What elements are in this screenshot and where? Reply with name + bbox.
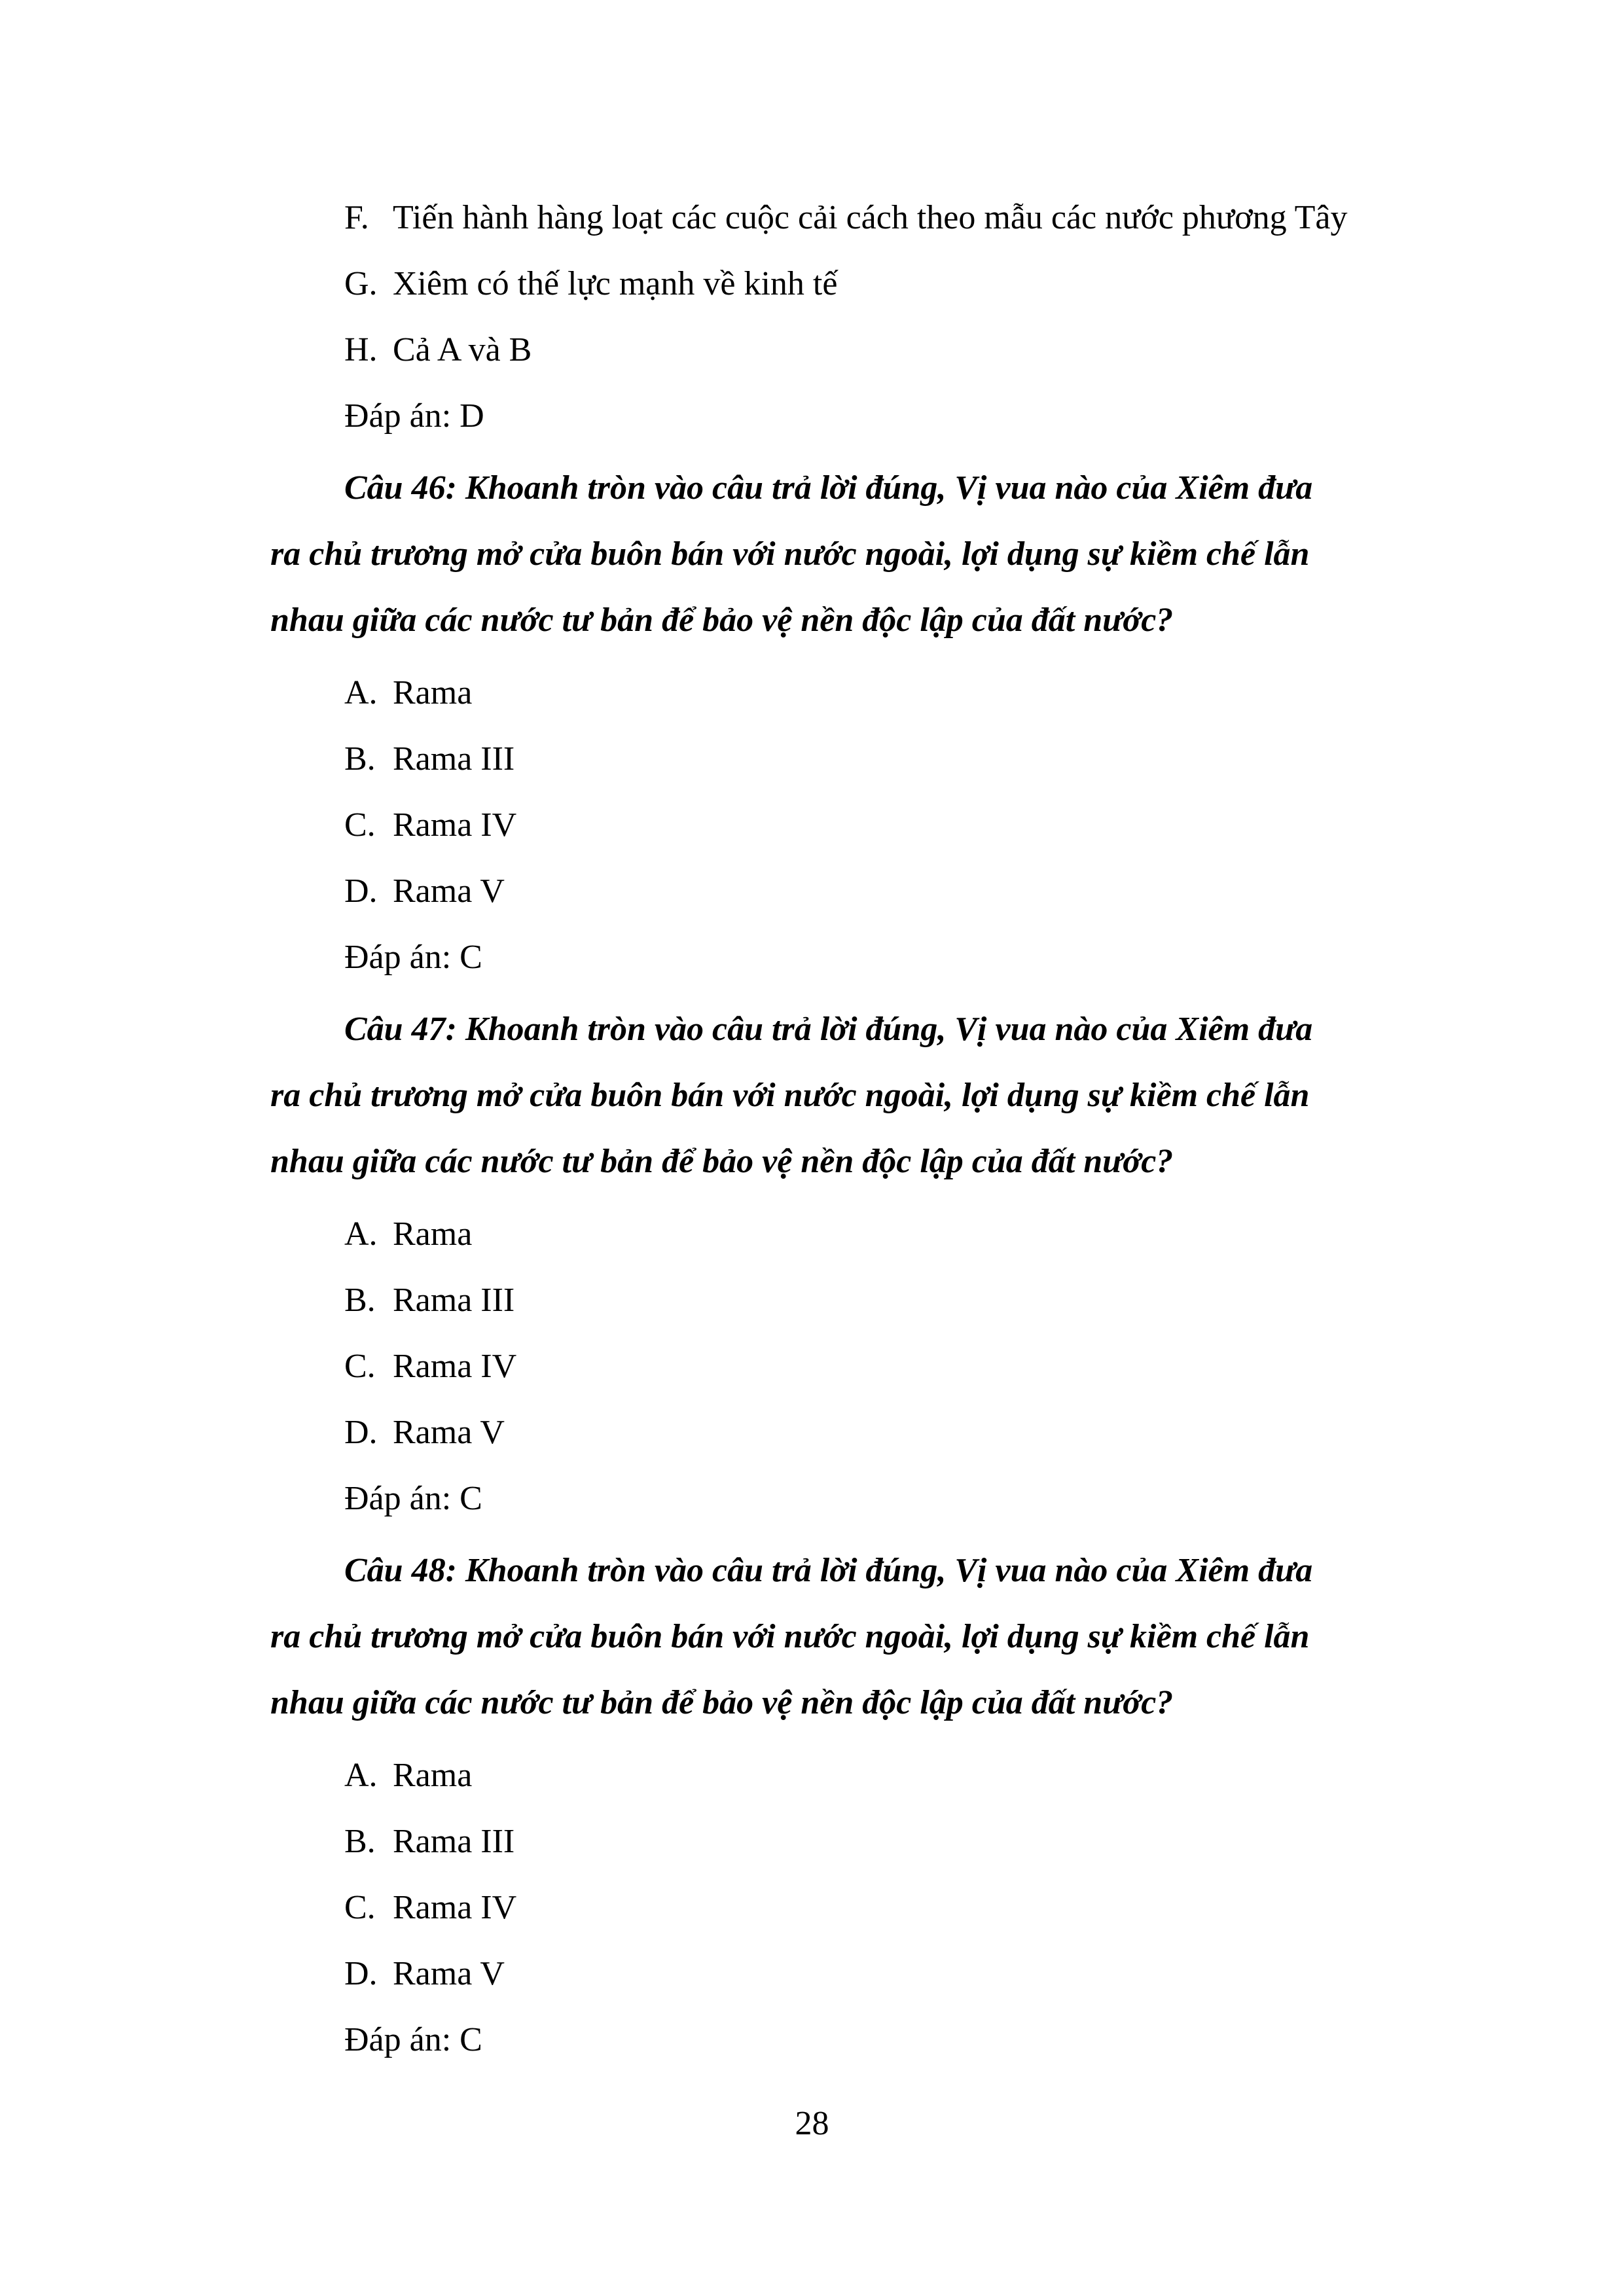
- question-46-answer: Đáp án: C: [344, 939, 482, 976]
- option-text: Rama V: [393, 1955, 505, 1992]
- answer-45: Đáp án: D: [344, 397, 484, 435]
- option-text: Rama V: [393, 1414, 505, 1451]
- question-48-option-c: [344, 1888, 516, 1928]
- question-47-line-2: ra chủ trương mở cửa buôn bán với nước ngoài, lợi dụng sự kiềm chế lẫn: [270, 1077, 1310, 1114]
- option-letter: A.: [344, 1215, 378, 1253]
- question-47-option-b: [344, 1281, 514, 1320]
- option-text: Rama III: [393, 740, 515, 778]
- option-text: Rama IV: [393, 1348, 517, 1385]
- option-letter: B.: [344, 1282, 376, 1319]
- option-text: Rama: [393, 1215, 473, 1253]
- question-46-option-a: [344, 673, 472, 713]
- option-letter: C.: [344, 1348, 376, 1385]
- question-46-line-2: ra chủ trương mở cửa buôn bán với nước ngoài, lợi dụng sự kiềm chế lẫn: [270, 535, 1310, 573]
- option-text: Rama: [393, 1757, 473, 1794]
- question-47-option-c: [344, 1347, 516, 1386]
- option-text: Tiến hành hàng loạt các cuộc cải cách theo mẫu các nước phương Tây: [393, 199, 1348, 236]
- question-46-line-3: nhau giữa các nước tư bản để bảo vệ nền độc lập của đất nước?: [270, 601, 1174, 639]
- option-letter: H.: [344, 331, 378, 368]
- question-47-option-a: [344, 1215, 472, 1254]
- question-46-option-b: [344, 740, 514, 779]
- option-text: Rama III: [393, 1823, 515, 1860]
- option-text: Rama III: [393, 1282, 515, 1319]
- option-letter: B.: [344, 740, 376, 778]
- question-48-answer: Đáp án: C: [344, 2021, 482, 2058]
- option-letter: A.: [344, 674, 378, 711]
- question-47-line-3: nhau giữa các nước tư bản để bảo vệ nền độc lập của đất nước?: [270, 1143, 1174, 1180]
- option-letter: C.: [344, 806, 376, 844]
- question-46-line-1: Câu 46: Khoanh tròn vào câu trả lời đúng, Vị vua nào của Xiêm đưa: [344, 469, 1313, 507]
- option-text: Rama V: [393, 872, 505, 910]
- option-letter: G.: [344, 265, 378, 302]
- option-letter: D.: [344, 1955, 378, 1992]
- question-48-line-1: Câu 48: Khoanh tròn vào câu trả lời đúng, Vị vua nào của Xiêm đưa: [344, 1552, 1313, 1589]
- option-f: [344, 198, 1348, 238]
- question-48-option-b: [344, 1822, 514, 1861]
- option-letter: C.: [344, 1889, 376, 1926]
- option-g: [344, 264, 837, 304]
- question-48-line-2: ra chủ trương mở cửa buôn bán với nước ngoài, lợi dụng sự kiềm chế lẫn: [270, 1618, 1310, 1655]
- option-letter: D.: [344, 1414, 378, 1451]
- question-46-option-c: [344, 806, 516, 845]
- option-text: Cả A và B: [393, 331, 532, 368]
- option-letter: B.: [344, 1823, 376, 1860]
- page-number: 28: [795, 2105, 829, 2142]
- option-letter: A.: [344, 1757, 378, 1794]
- option-letter: F.: [344, 199, 369, 236]
- option-text: Xiêm có thế lực mạnh về kinh tế: [393, 265, 838, 302]
- question-48-option-a: [344, 1756, 472, 1795]
- question-47-line-1: Câu 47: Khoanh tròn vào câu trả lời đúng, Vị vua nào của Xiêm đưa: [344, 1011, 1313, 1048]
- option-letter: D.: [344, 872, 378, 910]
- question-48-line-3: nhau giữa các nước tư bản để bảo vệ nền độc lập của đất nước?: [270, 1684, 1174, 1721]
- question-47-answer: Đáp án: C: [344, 1480, 482, 1517]
- option-text: Rama IV: [393, 806, 517, 844]
- question-48-option-d: [344, 1954, 505, 1994]
- question-46-option-d: [344, 872, 505, 911]
- option-h: [344, 331, 532, 370]
- option-text: Rama: [393, 674, 473, 711]
- option-text: Rama IV: [393, 1889, 517, 1926]
- question-47-option-d: [344, 1413, 505, 1452]
